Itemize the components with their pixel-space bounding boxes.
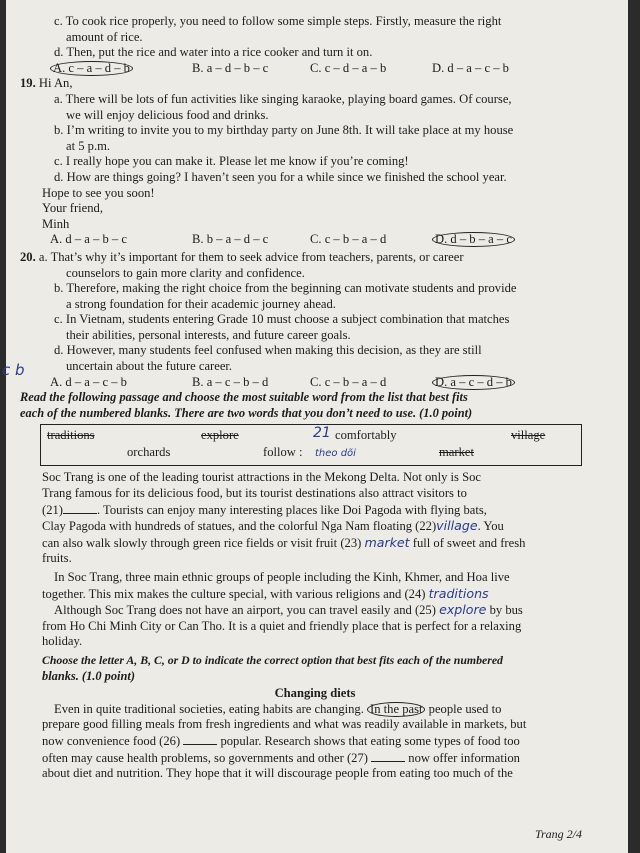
answer-23[interactable]: market: [364, 534, 410, 550]
q19-line-c: c. I really hope you can make it. Please let me know if you’re coming!: [54, 154, 409, 169]
r2-line-5: about diet and nutrition. They hope that it will discourage people from eating too much of the: [42, 766, 513, 781]
r1-p1-line-5-end: full of sweet and fresh: [412, 535, 526, 550]
r1-p3-line-1: Although Soc Trang does not have an airport, you can travel easily and (25): [54, 603, 436, 618]
r1-p3-line-1-end: by bus: [489, 603, 523, 618]
q18-option-b[interactable]: B. a – d – b – c: [192, 60, 269, 75]
q20-line-d2: uncertain about the future career.: [66, 359, 233, 374]
word-traditions: traditions: [47, 428, 95, 443]
word-orchards: orchards: [127, 445, 171, 460]
r2-line-2: prepare good filling meals from fresh ingredients and what was readily available in markets, but: [42, 717, 527, 732]
r1-p1-line-4: Clay Pagoda with hundreds of statues, and the colorful Nga Nam floating (22): [42, 519, 437, 534]
r1-p1-line-6: fruits.: [42, 551, 72, 566]
q20-option-a[interactable]: A. d – a – c – b: [50, 374, 127, 389]
exam-page: [2, 0, 628, 853]
q19-line-b2: at 5 p.m.: [66, 138, 111, 153]
reading1-paragraph-3: [20, 602, 610, 650]
q19-option-b[interactable]: B. b – a – d – c: [192, 232, 269, 247]
question-19: [20, 76, 610, 248]
r1-p2-line-2: together. This mix makes the culture special, with various religions and (24): [42, 586, 426, 601]
q19-option-d[interactable]: D. d – b – a – c: [432, 232, 515, 247]
q19-signoff: Your friend,: [42, 201, 103, 216]
r2-line-3-end: popular. Research shows that eating some types of food too: [220, 733, 520, 748]
q20-option-b[interactable]: B. a – c – b – d: [192, 374, 269, 389]
q20-line-a1: a. That’s why it’s important for them to seek advice from teachers, parents, or career: [38, 249, 464, 264]
q19-line-b1: b. I’m writing to invite you to my birthday party on June 8th. It will take place at my house: [54, 123, 514, 138]
r2-line-4: often may cause health problems, so governments and other (27): [42, 750, 368, 765]
q20-line-d1: d. However, many students feel confused when making this decision, as they are still: [54, 343, 482, 358]
circled-in-the-past: In the past: [367, 702, 425, 717]
word-village: village: [511, 428, 546, 443]
blank-21-label: (21): [42, 502, 63, 517]
r1-p2-line-1: In Soc Trang, three main ethnic groups of people including the Kinh, Khmer, and Hoa live: [54, 570, 510, 584]
r1-p1-line-3: . Tourists can enjoy many interesting places like Doi Pagoda with flying bats,: [96, 502, 487, 517]
blank-21[interactable]: [63, 502, 97, 514]
word-follow: follow :: [263, 445, 303, 460]
q19-options: [20, 232, 610, 248]
q18-option-d[interactable]: D. d – a – c – b: [432, 60, 509, 75]
handwritten-21: 21: [313, 425, 331, 442]
q19-line-a2: we will enjoy delicious food and drinks.: [66, 107, 269, 122]
reading1-instruction-1: Read the following passage and choose the most suitable word from the list that best fits: [20, 390, 468, 405]
q20-number: 20.: [20, 249, 36, 264]
blank-26[interactable]: [183, 733, 217, 745]
q19-line-a1: a. There will be lots of fun activities like singing karaoke, playing board games. Of course,: [54, 91, 512, 106]
question-18: [20, 14, 610, 76]
reading1-paragraph-2: [20, 570, 610, 602]
q20-option-c[interactable]: C. c – b – a – d: [310, 374, 387, 389]
r1-p3-line-2: from Ho Chi Minh City or Can Tho. It is a quiet and friendly place that is perfect for a relaxing: [42, 618, 522, 633]
q19-signature: Minh: [42, 216, 70, 231]
word-comfortably: comfortably: [335, 428, 397, 443]
q20-line-c1: c. In Vietnam, students entering Grade 10 must choose a subject combination that matches: [54, 312, 510, 327]
handwritten-margin-note: c b: [2, 361, 25, 379]
q18-option-c[interactable]: C. c – d – a – b: [310, 60, 387, 75]
r1-p3-line-3: holiday.: [42, 634, 83, 649]
reading-section-2: [20, 653, 610, 782]
q19-option-c[interactable]: C. c – b – a – d: [310, 232, 387, 247]
handwritten-note-follow: theo dõi: [315, 448, 356, 460]
q20-line-c2: their abilities, personal interests, and future career goals.: [66, 327, 351, 342]
r2-line-1-end: people used to: [428, 701, 502, 716]
reading-section-1: [20, 390, 610, 650]
word-market: market: [439, 445, 474, 460]
reading2-paragraph: [20, 702, 610, 782]
r1-p1-line-1: Soc Trang is one of the leading tourist attractions in the Mekong Delta. Not only is Soc: [42, 470, 481, 485]
q18-options: [20, 61, 610, 77]
q20-option-d[interactable]: D. a – c – d – b: [432, 375, 515, 390]
passage-title: Changing diets: [274, 686, 356, 701]
reading2-instruction-2: blanks. (1.0 point): [42, 668, 135, 683]
q19-number: 19.: [20, 76, 36, 91]
r1-p1-line-4-end: . You: [477, 519, 504, 534]
q18-line-c2: amount of rice.: [66, 29, 143, 44]
q20-line-b2: a strong foundation for their academic journey ahead.: [66, 296, 336, 311]
q18-option-a[interactable]: A. c – a – d – b: [50, 61, 133, 76]
reading1-paragraph-1: [20, 470, 610, 567]
q18-line-c1: c. To cook rice properly, you need to follow some simple steps. Firstly, measure the right: [54, 14, 502, 28]
answer-24[interactable]: traditions: [428, 585, 489, 601]
answer-25[interactable]: explore: [439, 602, 487, 618]
reading2-instruction-1: Choose the letter A, B, C, or D to indicate the correct option that best fits each of the numbered: [42, 652, 503, 667]
q19-option-a[interactable]: A. d – a – b – c: [50, 232, 127, 247]
q20-options: [20, 375, 610, 391]
r1-p1-line-2: Trang famous for its delicious food, but its tourist destinations also attract visitors to: [42, 486, 467, 501]
blank-27[interactable]: [371, 750, 405, 762]
word-bank: [40, 424, 582, 466]
q19-greeting: Hi An,: [38, 76, 73, 91]
page-footer: Trang 2/4: [534, 827, 582, 842]
q19-closing: Hope to see you soon!: [42, 185, 155, 200]
question-20: [20, 250, 610, 390]
word-explore: explore: [201, 428, 239, 443]
q20-line-b1: b. Therefore, making the right choice from the beginning can motivate students and provide: [54, 281, 517, 296]
q18-line-d: d. Then, put the rice and water into a rice cooker and turn it on.: [54, 45, 373, 60]
r2-line-1: Even in quite traditional societies, eating habits are changing.: [54, 701, 364, 716]
r1-p1-line-5: can also walk slowly through green rice fields or visit fruit (23): [42, 535, 362, 550]
q19-line-d: d. How are things going? I haven’t seen you for a while since we finished the school year.: [54, 169, 507, 184]
r2-line-4-end: now offer information: [408, 750, 520, 765]
answer-22[interactable]: village: [436, 518, 478, 534]
reading1-instruction-2: each of the numbered blanks. There are two words that you don’t need to use. (1.0 point): [20, 405, 473, 420]
r2-line-3: now convenience food (26): [42, 733, 181, 748]
q20-line-a2: counselors to gain more clarity and confidence.: [66, 265, 305, 280]
